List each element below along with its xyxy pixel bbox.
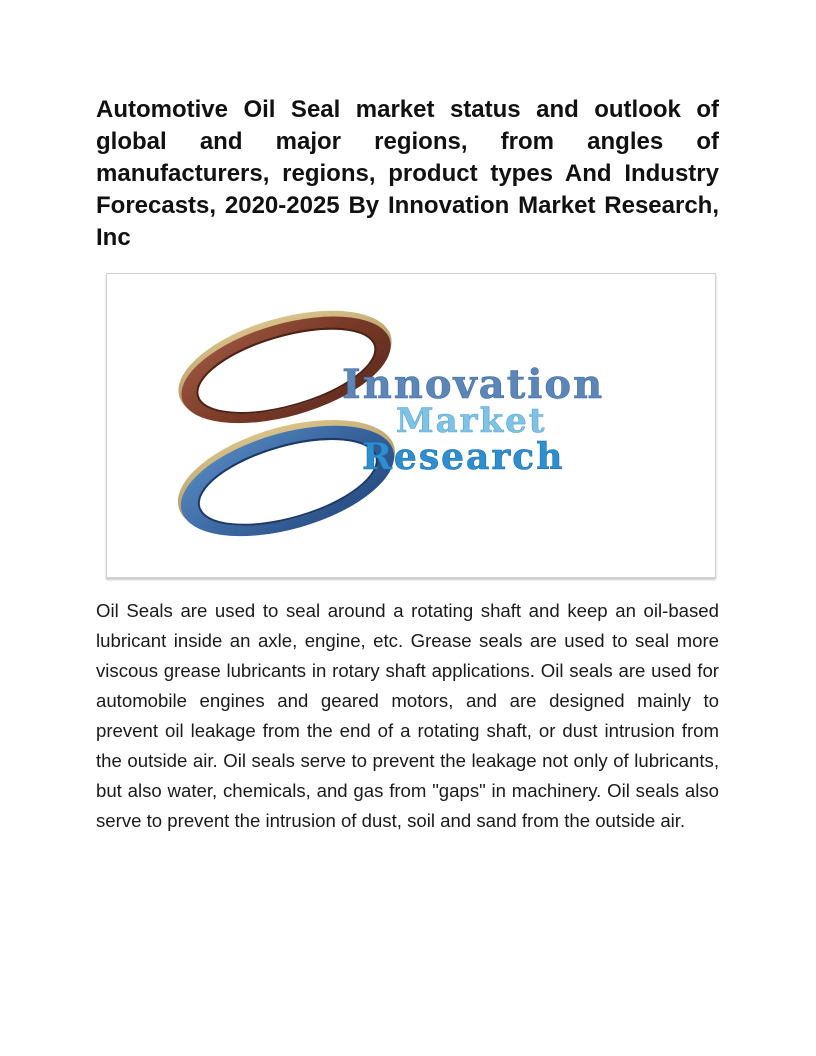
body-paragraph: Oil Seals are used to seal around a rotating shaft and keep an oil-based lubricant inside an axle, engine, etc. Grease seals are used to seal more viscous grease lubricants in rotary shaft applications. Oil seals are used for automobile engines and geared motors, and are designed mainly to prevent oil leakage from the end of a rotating shaft, or dust intrusion from the outside air. Oil seals serve to prevent the leakage not only of lubricants, but also water, chemicals, and gas from "gaps" in machinery. Oil seals also serve to prevent the intrusion of dust, soil and sand from the outside air. — [96, 600, 719, 831]
product-image — [106, 273, 716, 578]
blue-seal-ring — [165, 398, 408, 558]
oil-seal-illustration — [107, 274, 715, 577]
logo-line-market: Market — [396, 401, 547, 441]
page-title: Automotive Oil Seal market status and outlook of global and major regions, from angles of manufacturers, regions, product types And Industry Forecasts, 2020-2025 By Innovation Market Research, Inc — [96, 96, 719, 251]
logo-line-innovation: Innovation — [342, 361, 605, 408]
logo-line-research: Research — [362, 436, 565, 478]
